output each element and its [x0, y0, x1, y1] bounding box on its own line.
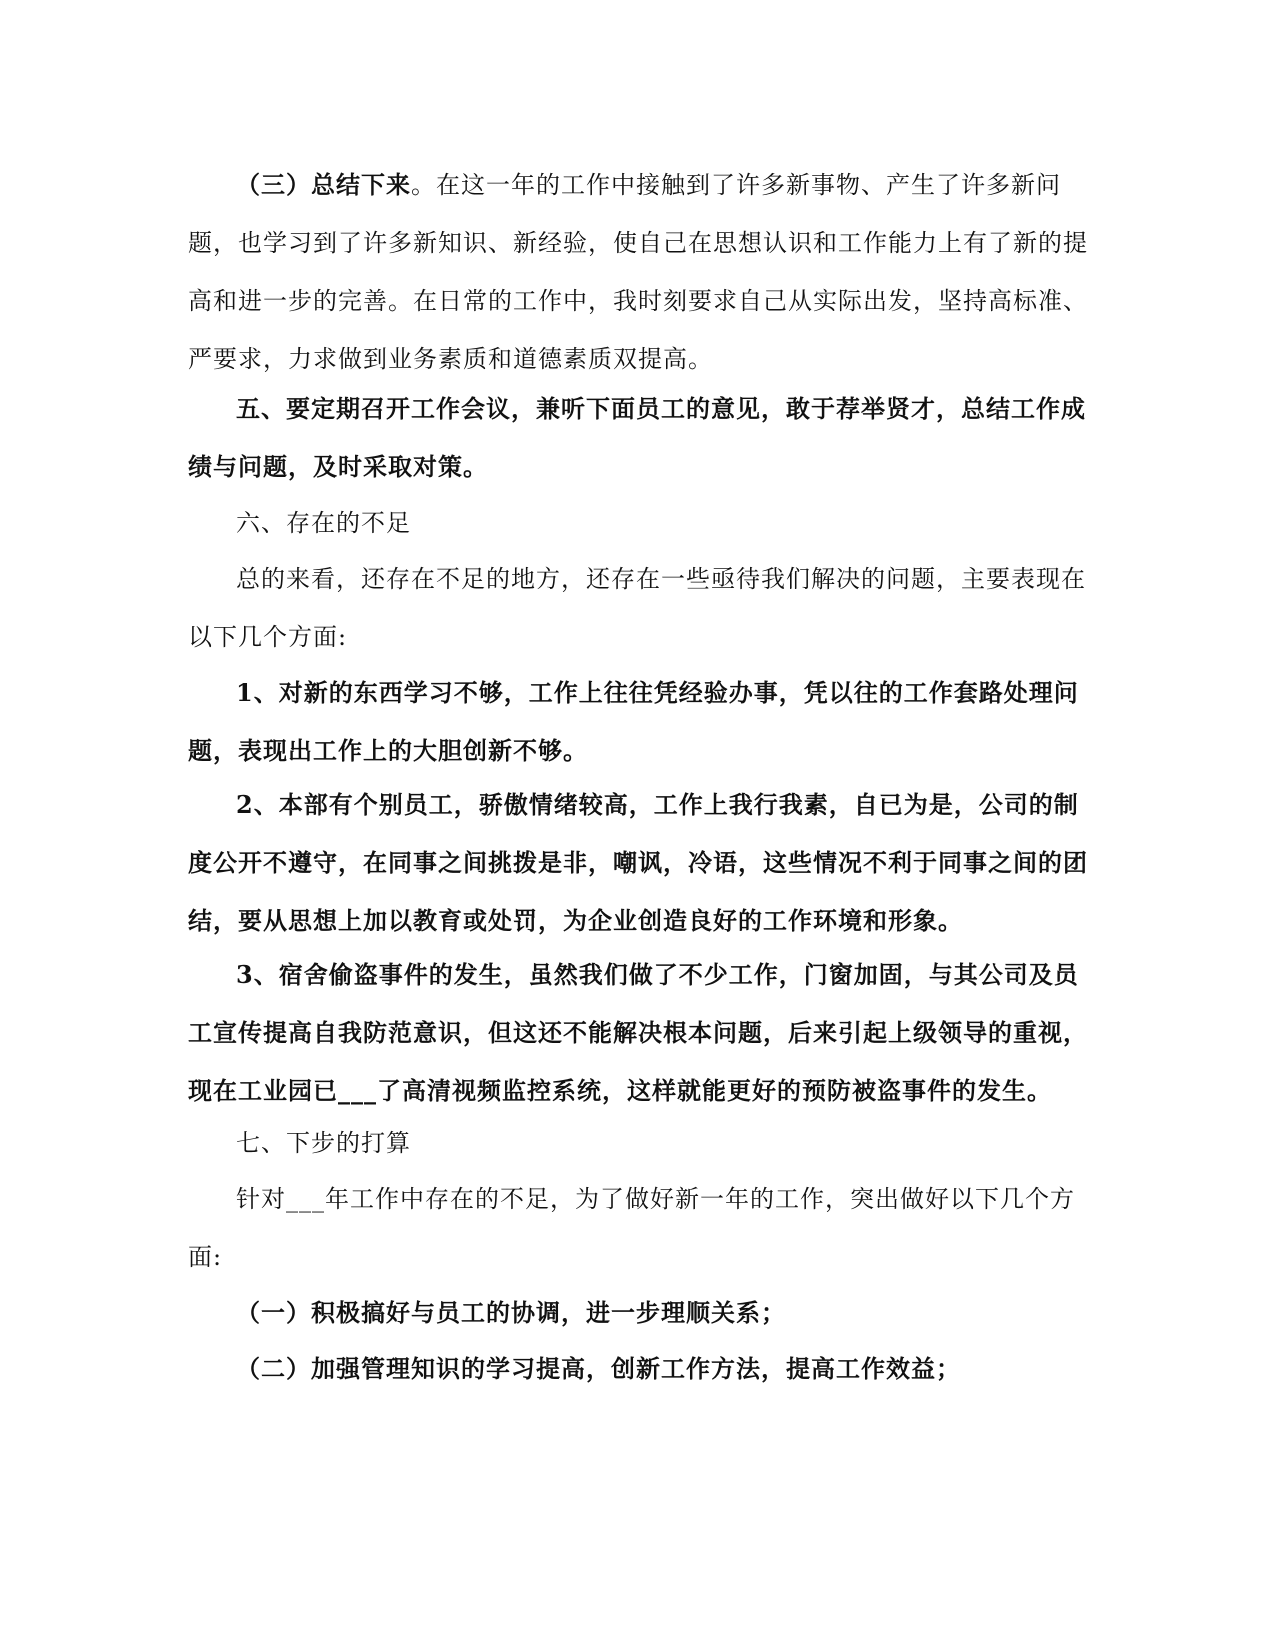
- heading-section-seven: 七、下步的打算: [236, 1129, 411, 1157]
- summary-text: 。在这一年的工作中接触到了许多新事物、产生了许多新问题，也学习到了许多新知识、新经验，使自己在思想认识和工作能力上有了新的提高和进一步的完善。在日常的工作中，我时刻要求自己从实际出发，坚持高标准、严要求，力求做到业务素质和道德素质双提高。: [188, 171, 1088, 373]
- list-item-plan-2: （二）加强管理知识的学习提高，创新工作方法，提高工作效益；: [236, 1354, 961, 1383]
- paragraph-shortcoming-3: 3、宿舍偷盗事件的发生，虽然我们做了不少工作，门窗加固，与其公司及员工宣传提高自我防范意识，但这还不能解决根本问题，后来引起上级领导的重视，现在工业园已___了高清视频监控系统，这样就能更好的预防被盗事件的发生。: [188, 960, 1088, 1105]
- paragraph-shortcoming-1: 1、对新的东西学习不够，工作上往往凭经验办事，凭以往的工作套路处理问题，表现出工作上的大胆创新不够。: [188, 678, 1079, 765]
- summary-lead: （三）总结下来: [236, 170, 411, 199]
- heading-section-six: 六、存在的不足: [236, 509, 411, 537]
- paragraph-summary: [188, 156, 1088, 388]
- paragraph-shortcomings-intro: 总的来看，还存在不足的地方，还存在一些亟待我们解决的问题，主要表现在以下几个方面:: [188, 565, 1086, 651]
- paragraph-plan-intro: 针对___年工作中存在的不足，为了做好新一年的工作，突出做好以下几个方面:: [188, 1185, 1075, 1271]
- paragraph-shortcoming-2: 2、本部有个别员工，骄傲情绪较高，工作上我行我素，自已为是，公司的制度公开不遵守，在同事之间挑拨是非，嘲讽，冷语，这些情况不利于同事之间的团结，要从思想上加以教育或处罚，为企业创造良好的工作环境和形象。: [188, 790, 1088, 935]
- list-item-plan-1: （一）积极搞好与员工的协调，进一步理顺关系；: [236, 1298, 786, 1327]
- paragraph-section-five: 五、要定期召开工作会议，兼听下面员工的意见，敢于荐举贤才，总结工作成绩与问题，及时采取对策。: [188, 394, 1086, 481]
